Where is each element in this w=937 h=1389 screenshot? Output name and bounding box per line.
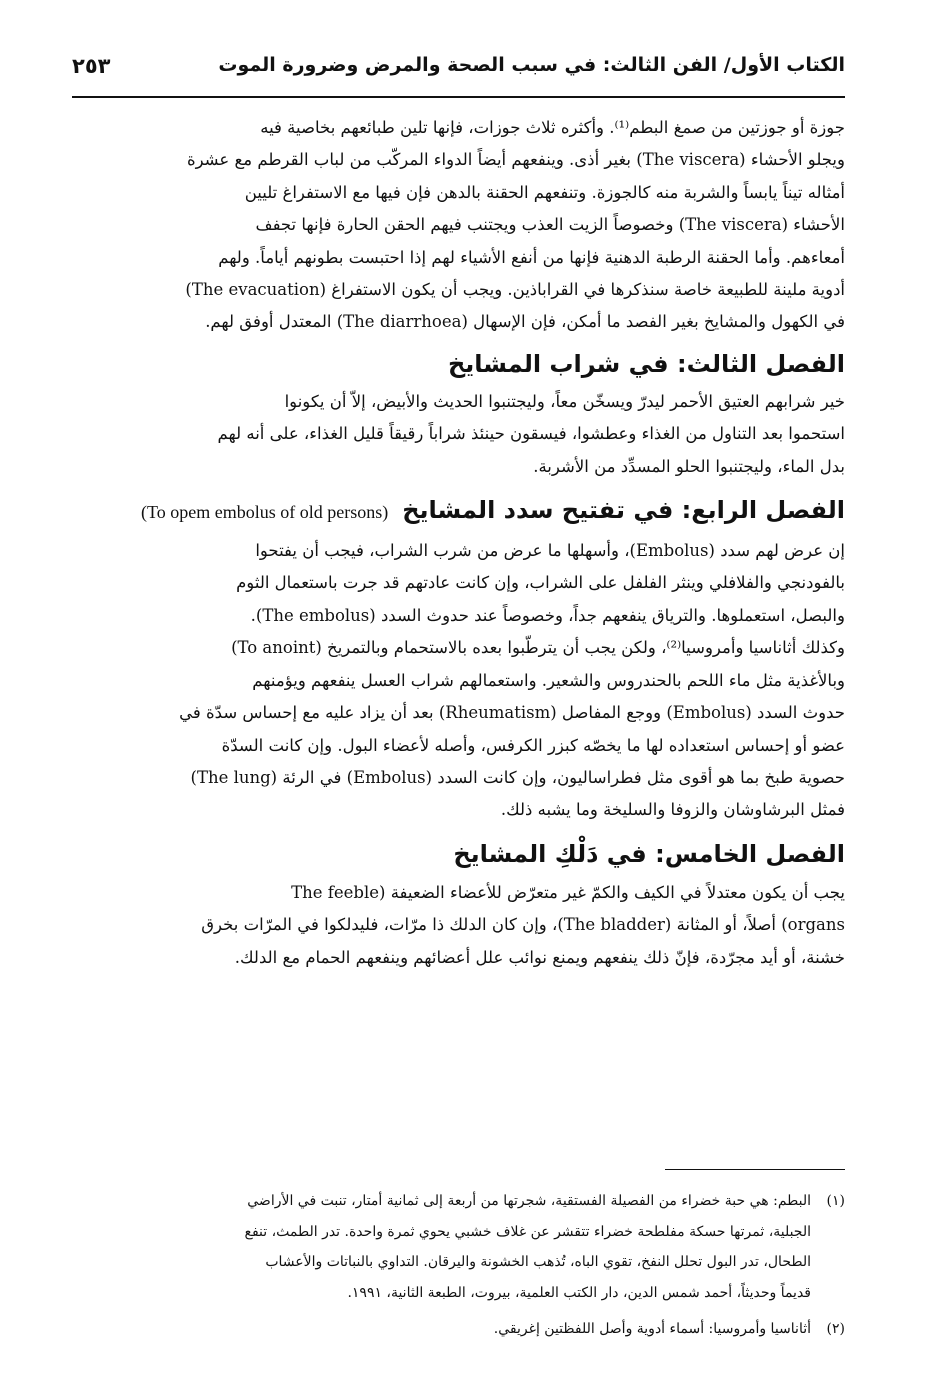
running-title: الكتاب الأول/ الفن الثالث: في سبب الصحة والمرض وضرورة الموت — [218, 54, 845, 76]
page-header — [72, 54, 845, 94]
section-heading-english: (To opem embolus of old persons) — [141, 502, 389, 523]
header-divider — [72, 96, 845, 98]
footnote-number: (١) — [826, 1193, 845, 1209]
section-intro-continuation — [72, 112, 845, 339]
footnote-number: (٢) — [826, 1321, 845, 1337]
section-heading — [72, 347, 845, 381]
footnote-item — [72, 1186, 845, 1308]
footnote-text: أثاناسيا وأمروسيا: أسماء أدوية وأصل اللفظتين إغريقي. — [493, 1321, 811, 1337]
section-heading — [72, 493, 845, 529]
footnote-item — [72, 1314, 845, 1345]
footnotes — [72, 1186, 845, 1351]
footnote-divider — [665, 1169, 845, 1170]
section-paragraph: خير شرابهم العتيق الأحمر ليدرّ ويسخّن معاً، وليجتنبوا الحديث والأبيض، إلاّ أن يكونوا استحموا بعد التناول من الغذاء وعطشوا، فيسقون حينئذ شراباً رقيقاً قليل الغذاء، على أنه لهم بدل الماء، وليجتنبوا الحلو المسدِّد من الأشربة. — [217, 391, 845, 476]
section-paragraph: إن عرض لهم سدد (Embolus)، وأسهلها ما عرض من شرب الشراب، فيجب أن يفتحوا بالفودنجي والفلافلي وينثر الفلفل على الشراب، وإن كانت عادتهم قد جرت باستعمال الثوم والبصل، استعملوها. والترياق ينفعهم جداً، وخصوصاً عند حدوث السدد (The embolus). وكذلك أثاناسيا وأمروسيا⁽²⁾، ولكن يجب أن يترطّبوا بعده بالاستحمام وبالتمريخ (To anoint) وبالأغذية مثل ماء اللحم بالحندروس والشعير. واستعمالهم شراب العسل ينفعهم ويؤمنهم حدوث السدد (Embolus) ووجع المفاصل (Rheumatism) بعد أن يزاد عليه مع إحساس سدّة في عضو أو إحساس استعداده لها ما يخصّه كبزر الكرفس، وأصله لأعضاء البول. وإن كانت السدّة حصوية طبخ بما هو أقوى مثل فطراساليون، وإن كانت السدد (Embolus) في الرئة (The lung) فمثل البرشاوشان والزوفا والسليخة وما يشبه ذلك. — [179, 541, 845, 820]
section-heading-arabic: الفصل الرابع: في تفتيح سدد المشايخ — [402, 496, 845, 525]
section-massage — [72, 837, 845, 974]
section-heading-arabic: الفصل الثالث: في شراب المشايخ — [447, 349, 845, 378]
section-heading — [72, 837, 845, 871]
main-text — [72, 112, 845, 974]
section-heading-arabic: الفصل الخامس: في دَلْكِ المشايخ — [453, 839, 845, 868]
footnote-text: البطم: هي حبة خضراء من الفصيلة الفستقية، شجرتها من أربعة إلى ثمانية أمتار، تنبت في الأراضي الجبلية، ثمرتها حسكة مفلطحة خضراء تتقشر عن غلاف خشبي يحوي ثمرة واحدة. تدر الطمث، تنفع الطحال، تدر البول تحلل النفخ، تقوي الباه، تُذهب الخشونة واليرقان. التداوي بالنباتات والأعشاب قديماً وحديثاً، أحمد شمس الدين، دار الكتب العلمية، بيروت، الطبعة الثانية، ١٩٩١. — [244, 1193, 811, 1301]
section-opening-embolus — [72, 493, 845, 827]
page-number: ٢٥٣ — [72, 54, 111, 78]
section-old-persons-drink — [72, 347, 845, 483]
section-paragraph: يجب أن يكون معتدلاً في الكيف والكمّ غير متعرّض للأعضاء الضعيفة (The feeble organs) أصلاً، أو المثانة (The bladder)، وإن كان الدلك ذا مرّات، فليدلكوا في المرّات بخرق خشنة، أو أيد مجرّدة، فإنّ ذلك ينفعهم ويمنع نوائب علل أعضائهم وينفعهم الحمام مع الدلك. — [201, 882, 845, 967]
section-paragraph: جوزة أو جوزتين من صمغ البطم⁽¹⁾. وأكثره ثلاث جوزات، فإنها تلين طبائعهم بخاصية فيه ويجلو الأحشاء (The viscera) بغير أذى. وينفعهم أيضاً الدواء المركّب من لباب القرطم مع عشرة أمثاله تيناً يابساً والشربة منه كالجوزة. وتنفعهم الحقنة بالدهن فإن فيها مع الاستفراغ تليين الأحشاء (The viscera) وخصوصاً الزيت العذب ويجتنب فيهم الحقن الحارة فإنها تجفف أمعاءهم. وأما الحقنة الرطبة الدهنية فإنها من أنفع الأشياء لهم إذا احتبست بطونهم أياماً. ولهم أدوية ملينة للطبيعة خاصة سنذكرها في القراباذين. ويجب أن يكون الاستفراغ (The evacuation) في الكهول والمشايخ بغير الفصد ما أمكن، فإن الإسهال (The diarrhoea) المعتدل أوفق لهم. — [185, 118, 845, 332]
